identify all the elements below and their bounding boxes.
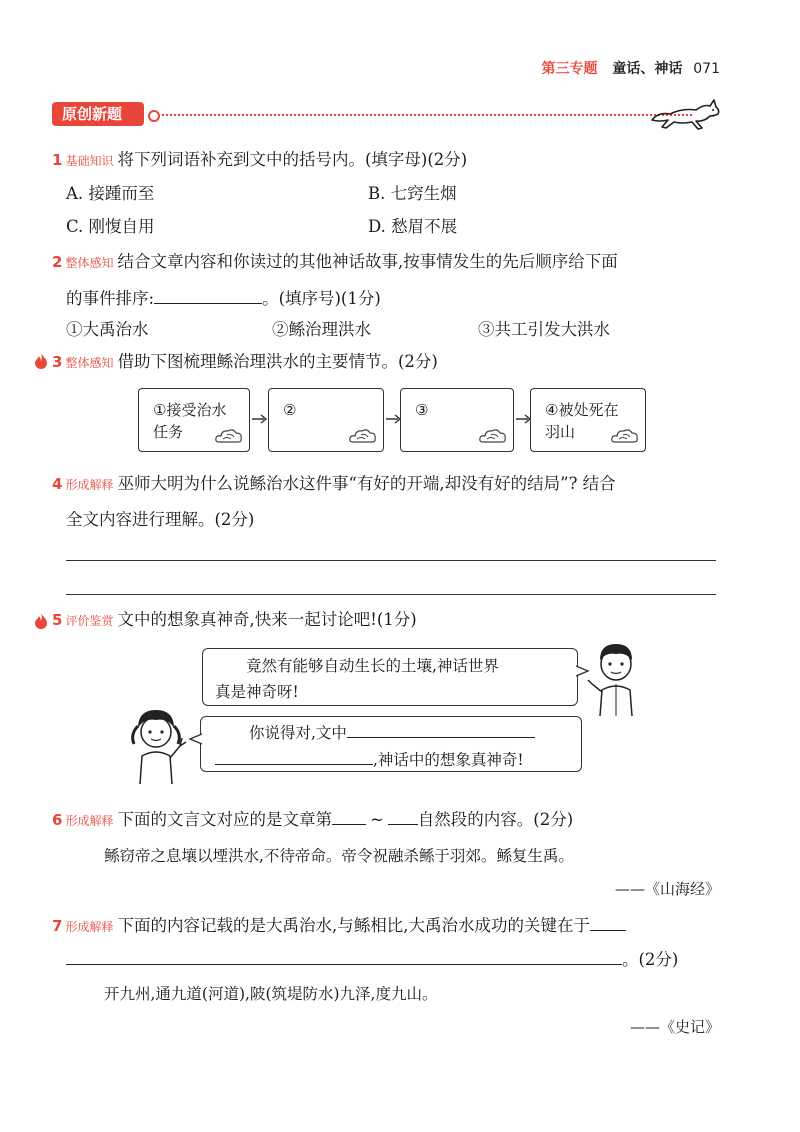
quote-source: ——《史记》 <box>629 1018 720 1036</box>
question-text: 下面的文言文对应的是文章第 <box>117 810 332 829</box>
question-text: 文中的想象真神奇,快来一起讨论吧!(1分) <box>117 610 417 629</box>
question-text: 下面的内容记载的是大禹治水,与鲧相比,大禹治水成功的关键在于 <box>117 916 590 935</box>
question-7 <box>52 912 626 939</box>
question-number: 6 <box>52 811 63 829</box>
bubble-text: ,神话中的想象真神奇! <box>373 751 524 769</box>
question-tag: 形成解释 <box>65 478 114 492</box>
q2-item-3: ③共工引发大洪水 <box>478 320 610 339</box>
bubble-line <box>215 719 571 746</box>
answer-line[interactable] <box>66 560 716 561</box>
question-text: 自然段的内容。(2分) <box>417 810 574 829</box>
header-genre: 童话、神话 <box>612 61 683 77</box>
header-topic: 第三专题 <box>541 61 598 77</box>
page-header <box>542 58 720 78</box>
question-tag: 形成解释 <box>65 814 114 828</box>
cloud-icon <box>611 427 639 445</box>
section-title: 原创新题 <box>52 102 144 126</box>
answer-blank[interactable] <box>66 946 622 965</box>
flow-box-text: ④被处死在 <box>545 401 619 419</box>
flow-box-3 <box>400 388 514 452</box>
arrow-right-icon <box>252 414 268 424</box>
question-6 <box>52 806 573 833</box>
range-tilde: ~ <box>369 810 384 829</box>
cloud-icon <box>479 427 507 445</box>
speech-bubble-boy <box>202 648 578 706</box>
flow-box-text: ③ <box>415 401 429 419</box>
running-cat-icon <box>648 94 722 134</box>
flame-icon <box>34 612 48 630</box>
question-4 <box>52 472 616 497</box>
answer-blank[interactable] <box>347 719 535 738</box>
flow-box-text: ② <box>283 401 297 419</box>
answer-blank-end[interactable] <box>388 806 418 825</box>
question-4-line2: 全文内容进行理解。(2分) <box>66 510 255 529</box>
banner-divider <box>162 114 692 116</box>
question-tag: 基础知识 <box>65 154 114 168</box>
question-7-line2 <box>66 946 678 972</box>
quote-source: ——《山海经》 <box>614 880 720 898</box>
girl-avatar <box>122 704 192 786</box>
question-text: 将下列词语补充到文中的括号内。(填字母)(2分) <box>117 150 468 169</box>
question-text: 巫师大明为什么说鲧治水这件事“有好的开端,却没有好的结局”? 结合 <box>117 474 616 493</box>
question-text: 的事件排序: <box>66 289 155 308</box>
boy-avatar <box>586 640 646 718</box>
question-text: 。(2分) <box>622 950 679 969</box>
q2-item-2: ②鲧治理洪水 <box>272 320 371 339</box>
question-text: 。(填序号)(1分) <box>262 289 381 308</box>
flow-box-1 <box>138 388 250 452</box>
question-number: 4 <box>52 475 63 493</box>
banner-dot-icon <box>148 110 160 122</box>
flow-box-text: 任务 <box>153 423 184 441</box>
answer-line[interactable] <box>66 594 716 595</box>
q1-option-c: C. 刚愎自用 <box>66 217 155 236</box>
flow-box-text: 羽山 <box>545 423 576 441</box>
answer-blank[interactable] <box>215 746 373 765</box>
flow-box-4 <box>530 388 646 452</box>
question-number: 2 <box>52 253 63 271</box>
cloud-icon <box>215 427 243 445</box>
speech-bubble-girl <box>200 716 582 772</box>
flame-icon <box>34 352 48 370</box>
question-number: 5 <box>52 611 63 629</box>
question-1 <box>52 148 467 173</box>
question-tag: 评价鉴赏 <box>65 614 114 628</box>
question-5 <box>52 608 417 633</box>
bubble-text: 竟然有能够自动生长的土壤,神话世界 <box>246 657 499 675</box>
question-tag: 整体感知 <box>65 356 114 370</box>
question-3 <box>52 350 438 375</box>
question-2-line2 <box>66 285 381 311</box>
bubble-text: 你说得对,文中 <box>249 724 347 742</box>
question-2 <box>52 250 618 275</box>
question-tag: 形成解释 <box>65 920 114 934</box>
q1-option-b: B. 七窍生烟 <box>368 184 457 203</box>
classical-quote: 开九州,通九道(河道),陂(筑堤防水)九泽,度九山。 <box>104 985 438 1003</box>
classical-quote: 鲧窃帝之息壤以堙洪水,不待帝命。帝令祝融杀鲧于羽郊。鲧复生禹。 <box>104 847 574 865</box>
question-tag: 整体感知 <box>65 256 114 270</box>
question-number: 1 <box>52 151 63 169</box>
answer-blank[interactable] <box>590 912 626 931</box>
q1-option-d: D. 愁眉不展 <box>368 217 458 236</box>
question-text: 借助下图梳理鲧治理洪水的主要情节。(2分) <box>117 352 438 371</box>
answer-blank[interactable] <box>154 285 262 304</box>
q1-option-a: A. 接踵而至 <box>66 184 155 203</box>
flow-box-text: ①接受治水 <box>153 401 227 419</box>
question-text: 结合文章内容和你读过的其他神话故事,按事情发生的先后顺序给下面 <box>117 252 618 271</box>
question-number: 7 <box>52 917 63 935</box>
flow-box-2 <box>268 388 384 452</box>
section-banner <box>52 100 722 130</box>
page-number: 071 <box>693 61 720 77</box>
bubble-text: 真是神奇呀! <box>215 683 299 701</box>
answer-blank-start[interactable] <box>332 806 366 825</box>
cloud-icon <box>349 427 377 445</box>
q2-item-1: ①大禹治水 <box>66 320 149 339</box>
question-number: 3 <box>52 353 63 371</box>
bubble-line <box>215 746 571 773</box>
